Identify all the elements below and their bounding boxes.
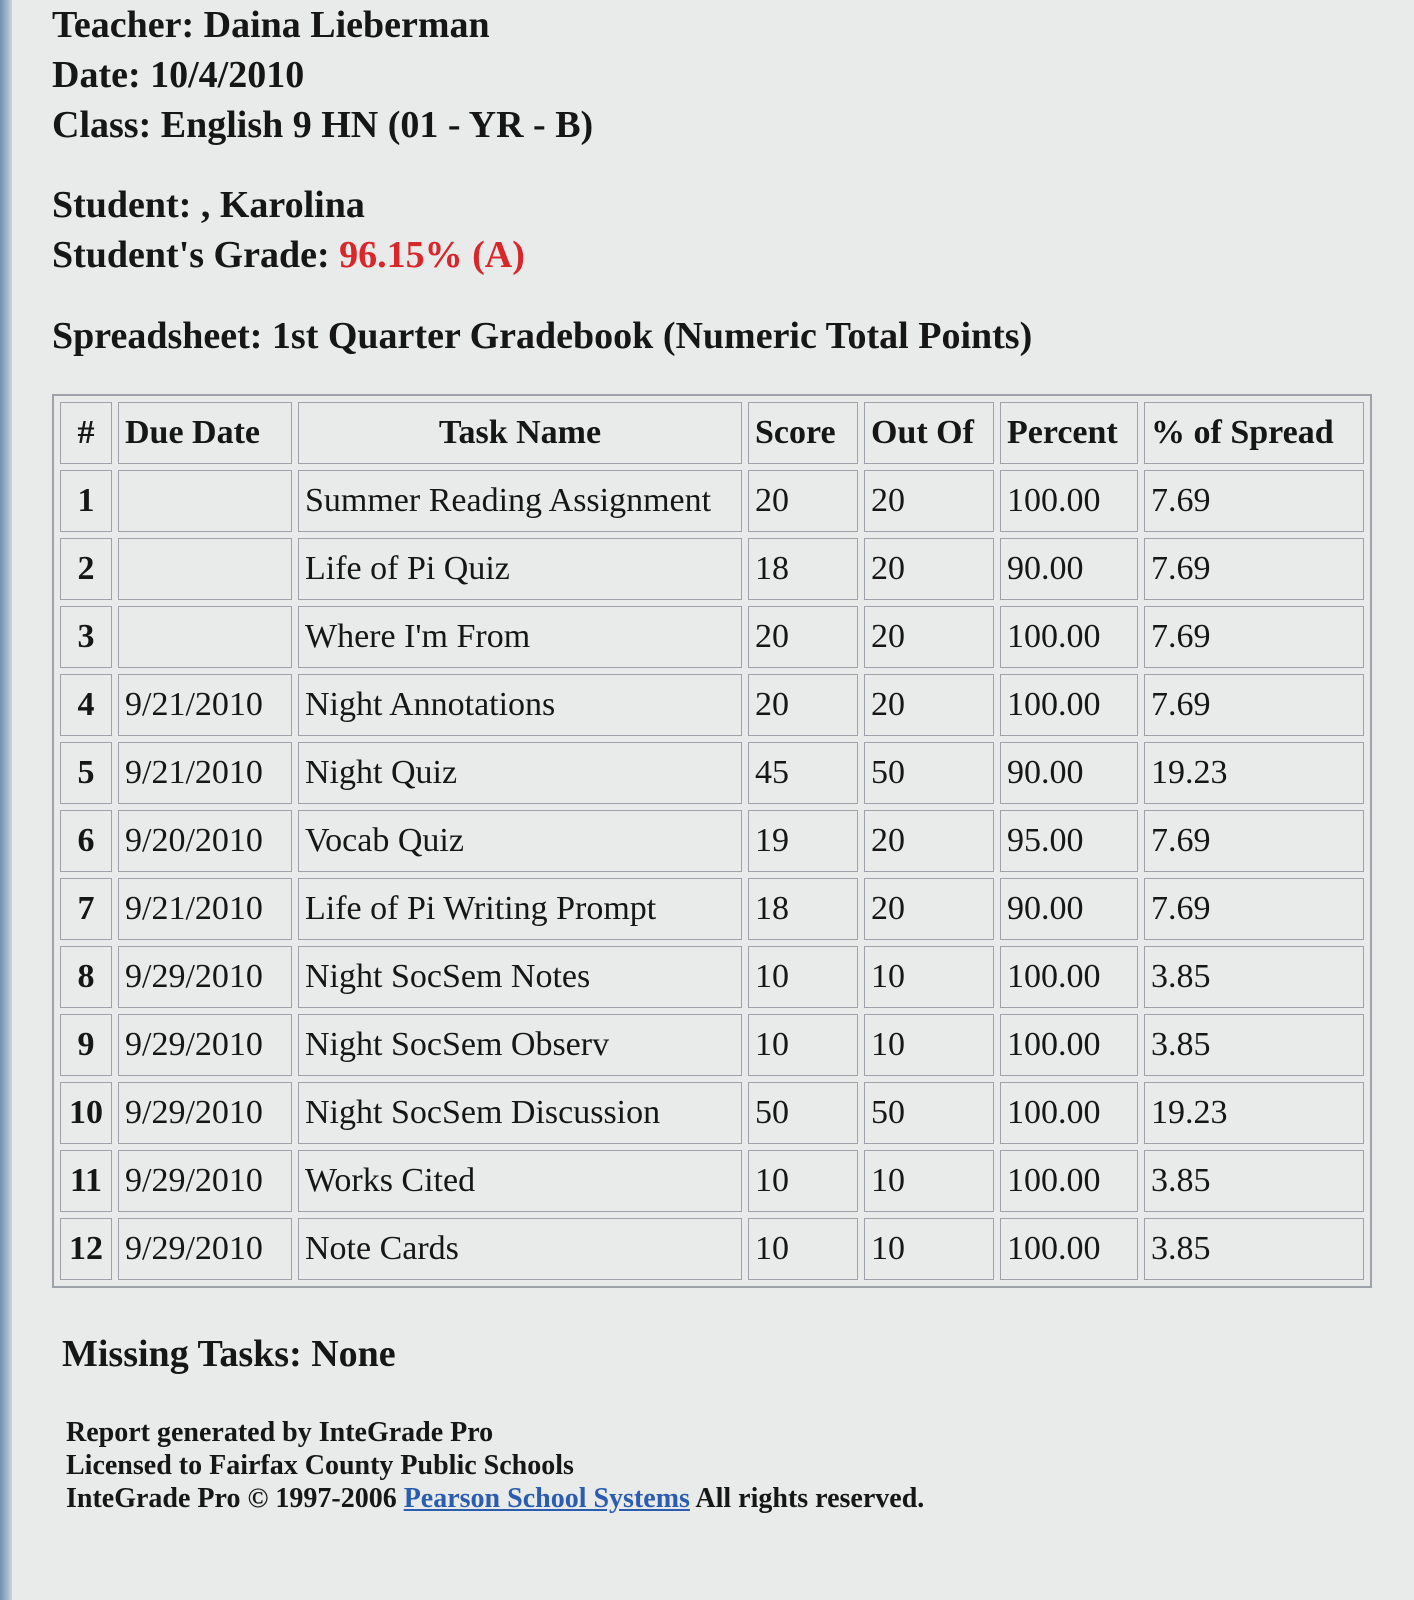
table-header-row	[60, 402, 1364, 464]
cell-score: 18	[748, 538, 858, 600]
cell-number: 3	[60, 606, 112, 668]
grade-line	[52, 230, 1382, 280]
cell-score: 20	[748, 606, 858, 668]
table-row	[60, 810, 1364, 872]
cell-percent: 100.00	[1000, 1014, 1138, 1076]
cell-score: 45	[748, 742, 858, 804]
cell-out-of: 20	[864, 470, 994, 532]
cell-task-name: Night SocSem Notes	[298, 946, 742, 1008]
cell-due-date: 9/21/2010	[118, 742, 292, 804]
cell-score: 20	[748, 674, 858, 736]
cell-number: 4	[60, 674, 112, 736]
cell-out-of: 50	[864, 742, 994, 804]
cell-percent: 100.00	[1000, 1218, 1138, 1280]
cell-task-name: Life of Pi Quiz	[298, 538, 742, 600]
table-row	[60, 1014, 1364, 1076]
cell-task-name: Summer Reading Assignment	[298, 470, 742, 532]
gradebook-table	[52, 394, 1372, 1288]
cell-task-name: Works Cited	[298, 1150, 742, 1212]
cell-percent: 100.00	[1000, 674, 1138, 736]
table-row	[60, 946, 1364, 1008]
cell-due-date	[118, 470, 292, 532]
cell-score: 19	[748, 810, 858, 872]
cell-due-date	[118, 538, 292, 600]
table-row	[60, 742, 1364, 804]
footer-rights: All rights reserved.	[695, 1483, 925, 1514]
footer-copyright	[66, 1482, 1382, 1515]
student-grade: 96.15% (A)	[339, 234, 525, 276]
teacher-name: Daina Lieberman	[203, 4, 490, 46]
col-header-task-name: Task Name	[298, 402, 742, 464]
cell-due-date: 9/29/2010	[118, 1150, 292, 1212]
class-label: Class:	[52, 104, 152, 146]
missing-label: Missing Tasks:	[62, 1333, 302, 1375]
cell-score: 10	[748, 1014, 858, 1076]
cell-due-date: 9/21/2010	[118, 878, 292, 940]
cell-spread: 7.69	[1144, 606, 1364, 668]
spreadsheet-title	[52, 314, 1382, 358]
cell-spread: 7.69	[1144, 538, 1364, 600]
cell-score: 20	[748, 470, 858, 532]
cell-task-name: Night SocSem Observ	[298, 1014, 742, 1076]
table-row	[60, 674, 1364, 736]
cell-out-of: 20	[864, 878, 994, 940]
screen-edge	[0, 0, 12, 1600]
cell-spread: 7.69	[1144, 878, 1364, 940]
cell-number: 9	[60, 1014, 112, 1076]
cell-out-of: 10	[864, 1150, 994, 1212]
cell-percent: 90.00	[1000, 538, 1138, 600]
cell-number: 5	[60, 742, 112, 804]
cell-task-name: Vocab Quiz	[298, 810, 742, 872]
cell-spread: 19.23	[1144, 742, 1364, 804]
cell-percent: 90.00	[1000, 878, 1138, 940]
cell-percent: 90.00	[1000, 742, 1138, 804]
cell-number: 6	[60, 810, 112, 872]
report-footer	[66, 1416, 1382, 1515]
cell-out-of: 20	[864, 674, 994, 736]
cell-percent: 95.00	[1000, 810, 1138, 872]
cell-number: 12	[60, 1218, 112, 1280]
cell-due-date: 9/29/2010	[118, 946, 292, 1008]
cell-score: 50	[748, 1082, 858, 1144]
cell-task-name: Note Cards	[298, 1218, 742, 1280]
cell-out-of: 20	[864, 810, 994, 872]
pearson-link[interactable]: Pearson School Systems	[403, 1483, 690, 1514]
cell-out-of: 10	[864, 946, 994, 1008]
cell-score: 10	[748, 946, 858, 1008]
student-name: , Karolina	[200, 184, 365, 226]
cell-number: 8	[60, 946, 112, 1008]
cell-due-date	[118, 606, 292, 668]
col-header-out-of: Out Of	[864, 402, 994, 464]
table-row	[60, 470, 1364, 532]
teacher-label: Teacher:	[52, 4, 195, 46]
report-date: 10/4/2010	[150, 54, 305, 96]
cell-spread: 7.69	[1144, 674, 1364, 736]
table-row	[60, 1150, 1364, 1212]
cell-spread: 3.85	[1144, 1014, 1364, 1076]
cell-spread: 19.23	[1144, 1082, 1364, 1144]
cell-due-date: 9/29/2010	[118, 1082, 292, 1144]
cell-task-name: Life of Pi Writing Prompt	[298, 878, 742, 940]
cell-number: 7	[60, 878, 112, 940]
cell-number: 2	[60, 538, 112, 600]
missing-value: None	[311, 1333, 396, 1375]
cell-number: 11	[60, 1150, 112, 1212]
col-header-number: #	[60, 402, 112, 464]
cell-spread: 3.85	[1144, 1218, 1364, 1280]
cell-percent: 100.00	[1000, 470, 1138, 532]
cell-spread: 7.69	[1144, 810, 1364, 872]
cell-score: 10	[748, 1218, 858, 1280]
teacher-line	[52, 0, 1382, 50]
cell-out-of: 20	[864, 606, 994, 668]
cell-score: 10	[748, 1150, 858, 1212]
col-header-score: Score	[748, 402, 858, 464]
table-row	[60, 538, 1364, 600]
student-line	[52, 180, 1382, 230]
cell-task-name: Night Quiz	[298, 742, 742, 804]
cell-spread: 3.85	[1144, 946, 1364, 1008]
cell-spread: 3.85	[1144, 1150, 1364, 1212]
cell-percent: 100.00	[1000, 1150, 1138, 1212]
date-label: Date:	[52, 54, 141, 96]
footer-copyright-prefix: InteGrade Pro © 1997-2006	[66, 1483, 397, 1514]
cell-out-of: 10	[864, 1218, 994, 1280]
class-name: English 9 HN (01 - YR - B)	[160, 104, 594, 146]
cell-task-name: Where I'm From	[298, 606, 742, 668]
missing-tasks	[62, 1332, 1382, 1376]
cell-out-of: 10	[864, 1014, 994, 1076]
cell-score: 18	[748, 878, 858, 940]
cell-out-of: 50	[864, 1082, 994, 1144]
col-header-due-date: Due Date	[118, 402, 292, 464]
col-header-percent: Percent	[1000, 402, 1138, 464]
cell-due-date: 9/21/2010	[118, 674, 292, 736]
cell-due-date: 9/29/2010	[118, 1218, 292, 1280]
cell-task-name: Night SocSem Discussion	[298, 1082, 742, 1144]
cell-percent: 100.00	[1000, 606, 1138, 668]
table-row	[60, 606, 1364, 668]
table-row	[60, 878, 1364, 940]
spreadsheet-label: Spreadsheet:	[52, 315, 263, 357]
footer-generated: Report generated by InteGrade Pro	[66, 1417, 494, 1448]
student-label: Student:	[52, 184, 192, 226]
cell-due-date: 9/20/2010	[118, 810, 292, 872]
spreadsheet-name: 1st Quarter Gradebook (Numeric Total Points)	[271, 315, 1033, 357]
date-line	[52, 50, 1382, 100]
col-header-spread: % of Spread	[1144, 402, 1364, 464]
table-row	[60, 1218, 1364, 1280]
class-line	[52, 100, 1382, 150]
cell-spread: 7.69	[1144, 470, 1364, 532]
cell-task-name: Night Annotations	[298, 674, 742, 736]
table-row	[60, 1082, 1364, 1144]
cell-percent: 100.00	[1000, 946, 1138, 1008]
footer-license: Licensed to Fairfax County Public Schools	[66, 1450, 574, 1481]
report-page	[52, 0, 1382, 1515]
cell-percent: 100.00	[1000, 1082, 1138, 1144]
cell-number: 10	[60, 1082, 112, 1144]
cell-number: 1	[60, 470, 112, 532]
cell-due-date: 9/29/2010	[118, 1014, 292, 1076]
cell-out-of: 20	[864, 538, 994, 600]
grade-label: Student's Grade:	[52, 234, 330, 276]
